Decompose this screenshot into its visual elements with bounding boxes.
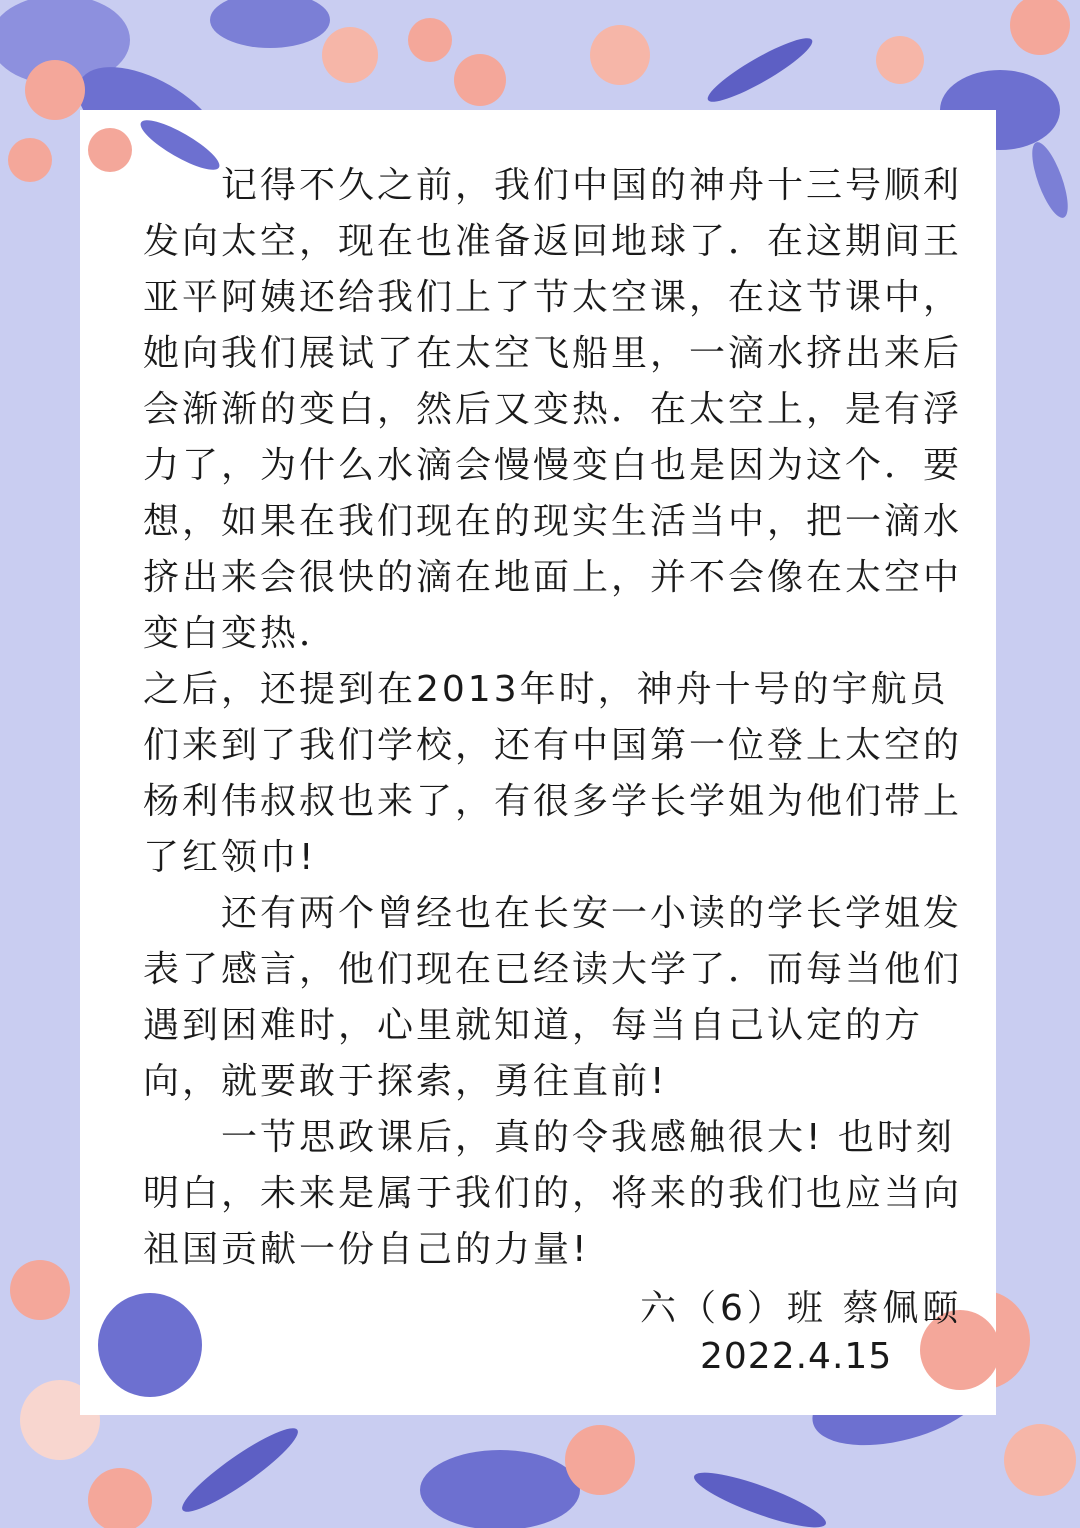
flower-pink (408, 18, 452, 62)
paragraph-1: 记得不久之前，我们中国的神舟十三号顺利发向太空，现在也准备返回地球了．在这期间王亚平阿姨还给我们上了节太空课，在这节课中，她向我们展试了在太空飞船里，一滴水挤出来后会渐渐的变白，然后又变热．在太空上，是有浮力了，为什么水滴会慢慢变白也是因为这个．要想，如果在我们现在的现实生活当中，把一滴水挤出来会很快的滴在地面上，并不会像在太空中变白变热． (143, 165, 963, 654)
leaf (689, 1463, 830, 1528)
leaf (175, 1418, 306, 1521)
paragraph-4: 一节思政课后，真的令我感触很大! 也时刻明白，未来是属于我们的，将来的我们也应当向祖国贡献一份自己的力量! (143, 1117, 963, 1270)
flower-pink (8, 138, 52, 182)
flower-pink (322, 27, 378, 83)
flower-pink (1010, 0, 1070, 55)
leaf (702, 30, 818, 111)
paragraph-2: 之后，还提到在2013年时，神舟十号的宇航员们来到了我们学校，还有中国第一位登上太空的杨利伟叔叔也来了，有很多学长学姐为他们带上了红领巾! (143, 669, 963, 878)
flower-purple (98, 1293, 202, 1397)
flower-pink (590, 25, 650, 85)
signature: 六（6）班 蔡佩颐 (640, 1288, 963, 1329)
leaf (1025, 138, 1075, 221)
flower-pink (565, 1425, 635, 1495)
date: 2022.4.15 (700, 1336, 893, 1377)
letter-body (143, 158, 983, 1278)
flower-pink (10, 1260, 70, 1320)
flower-pink (454, 54, 506, 106)
flower-petal (420, 1450, 580, 1528)
flower-pink (1004, 1424, 1076, 1496)
flower-pink (88, 128, 132, 172)
paragraph-3: 还有两个曾经也在长安一小读的学长学姐发表了感言，他们现在已经读大学了．而每当他们遇到困难时，心里就知道，每当自己认定的方向，就要敢于探索，勇往直前! (143, 893, 963, 1102)
flower-petal (210, 0, 330, 48)
flower-pink (88, 1468, 152, 1528)
flower-pink (876, 36, 924, 84)
flower-pink (25, 60, 85, 120)
